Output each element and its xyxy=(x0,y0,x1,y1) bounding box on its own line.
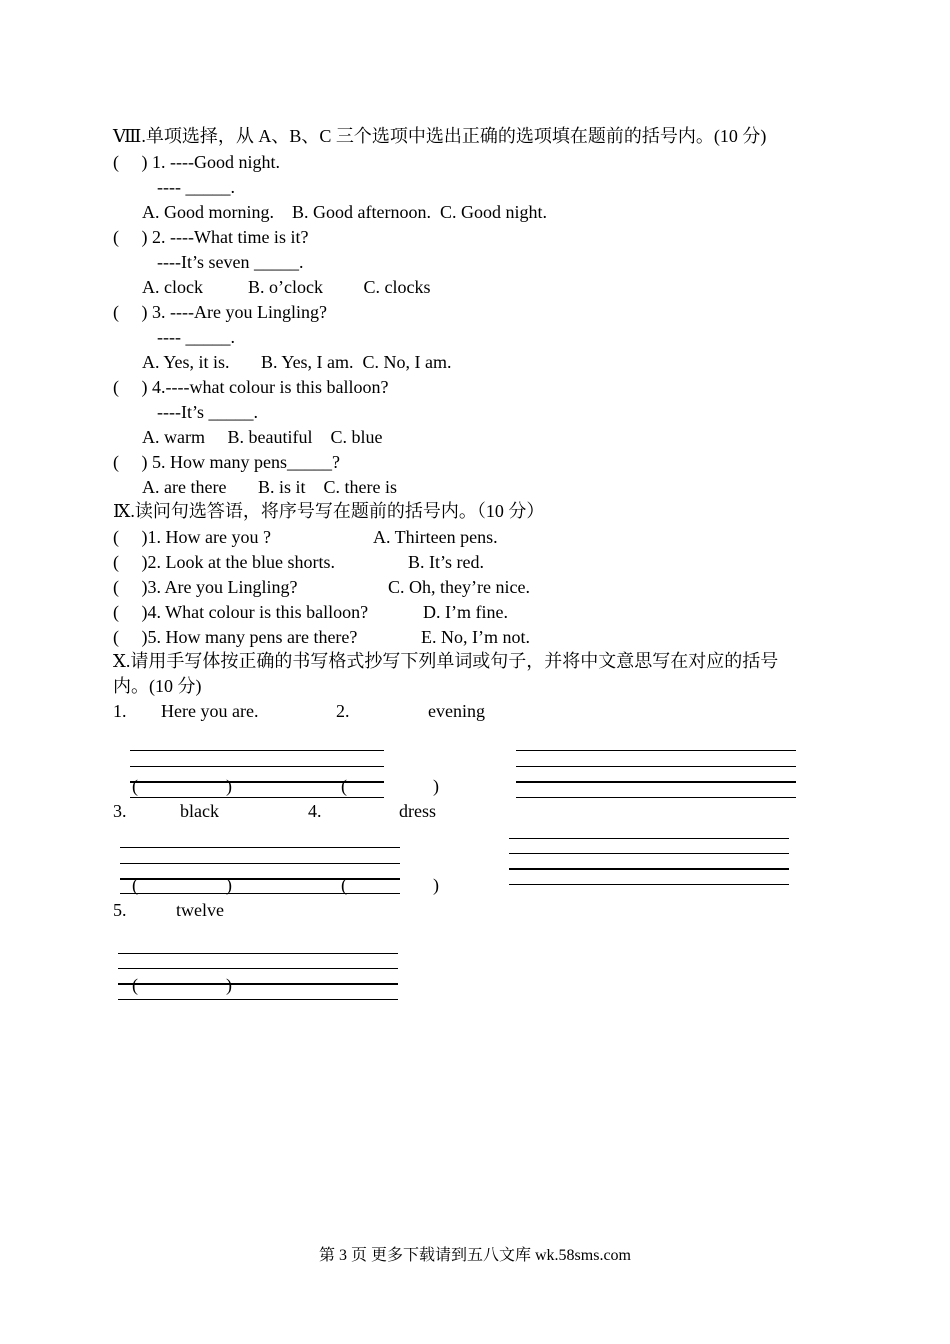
writing-line xyxy=(130,766,384,767)
writing-line xyxy=(509,868,789,870)
q8-4-options: A. warm B. beautiful C. blue xyxy=(142,427,383,447)
paren-open: ( xyxy=(132,875,138,895)
q8-1-stem: ( ) 1. ----Good night. xyxy=(113,152,280,172)
writing-line xyxy=(130,797,384,798)
q9-c-answer: C. Oh, they’re nice. xyxy=(388,577,530,597)
item-3-word: black xyxy=(180,801,219,821)
writing-line xyxy=(509,838,789,839)
q8-3-stem: ( ) 3. ----Are you Lingling? xyxy=(113,302,327,322)
writing-line xyxy=(120,878,400,880)
q8-1-answer-line: ---- _____. xyxy=(157,177,235,197)
writing-line xyxy=(516,750,796,751)
paren-close: ) xyxy=(433,875,439,895)
q8-2-stem: ( ) 2. ----What time is it? xyxy=(113,227,309,247)
page-footer: 第 3 页 更多下载请到五八文库 wk.58sms.com xyxy=(318,1247,631,1264)
writing-line xyxy=(516,766,796,767)
item-4-word: dress xyxy=(399,801,436,821)
writing-line xyxy=(509,853,789,854)
item-5-word: twelve xyxy=(176,900,224,920)
item-5-number: 5. xyxy=(113,900,127,920)
item-2-number: 2. xyxy=(336,701,350,721)
writing-line xyxy=(509,884,789,885)
paren-open: ( xyxy=(132,776,138,796)
item-2-word: evening xyxy=(428,701,485,721)
writing-line xyxy=(120,893,400,894)
section-10-title-line1: Ⅹ.请用手写体按正确的书写格式抄写下列单词或句子，并将中文意思写在对应的括号 xyxy=(113,651,779,671)
writing-line xyxy=(120,863,400,864)
q8-1-options: A. Good morning. B. Good afternoon. C. Good night. xyxy=(142,202,547,222)
q9-1-question: ( )1. How are you ? xyxy=(113,527,271,547)
paren-open: ( xyxy=(341,776,347,796)
paren-close: ) xyxy=(226,776,232,796)
q9-4-question: ( )4. What colour is this balloon? xyxy=(113,602,369,622)
writing-line xyxy=(118,968,398,969)
q8-5-options: A. are there B. is it C. there is xyxy=(142,477,397,497)
q9-e-answer: E. No, I’m not. xyxy=(421,627,530,647)
q9-d-answer: D. I’m fine. xyxy=(423,602,508,622)
writing-line xyxy=(118,983,398,985)
section-10-title-line2: 内。(10 分) xyxy=(113,676,202,696)
q8-4-answer-line: ----It’s _____. xyxy=(157,402,258,422)
paren-open: ( xyxy=(341,875,347,895)
paren-close: ) xyxy=(226,975,232,995)
q8-3-options: A. Yes, it is. B. Yes, I am. C. No, I am. xyxy=(142,352,452,372)
item-4-number: 4. xyxy=(308,801,322,821)
q9-2-question: ( )2. Look at the blue shorts. xyxy=(113,552,335,572)
writing-line xyxy=(120,847,400,848)
q8-4-stem: ( ) 4.----what colour is this balloon? xyxy=(113,377,389,397)
section-9-title: Ⅸ.读问句选答语，将序号写在题前的括号内。（10 分） xyxy=(113,501,545,521)
q9-3-question: ( )3. Are you Lingling? xyxy=(113,577,298,597)
item-1-number: 1. xyxy=(113,701,127,721)
paren-close: ) xyxy=(226,875,232,895)
q9-5-question: ( )5. How many pens are there? xyxy=(113,627,358,647)
paren-close: ) xyxy=(433,776,439,796)
paren-open: ( xyxy=(132,975,138,995)
item-1-word: Here you are. xyxy=(161,701,259,721)
q8-5-stem: ( ) 5. How many pens_____? xyxy=(113,452,340,472)
item-3-number: 3. xyxy=(113,801,127,821)
writing-line xyxy=(516,797,796,798)
q9-a-answer: A. Thirteen pens. xyxy=(373,527,498,547)
q9-b-answer: B. It’s red. xyxy=(408,552,484,572)
q8-2-answer-line: ----It’s seven _____. xyxy=(157,252,304,272)
writing-line xyxy=(118,953,398,954)
writing-line xyxy=(130,750,384,751)
writing-line xyxy=(118,999,398,1000)
writing-line xyxy=(516,781,796,783)
section-8-title: Ⅷ.单项选择，从 A、B、C 三个选项中选出正确的选项填在题前的括号内。(10 分) xyxy=(113,126,767,146)
q8-3-answer-line: ---- _____. xyxy=(157,327,235,347)
q8-2-options: A. clock B. o’clock C. clocks xyxy=(142,277,431,297)
